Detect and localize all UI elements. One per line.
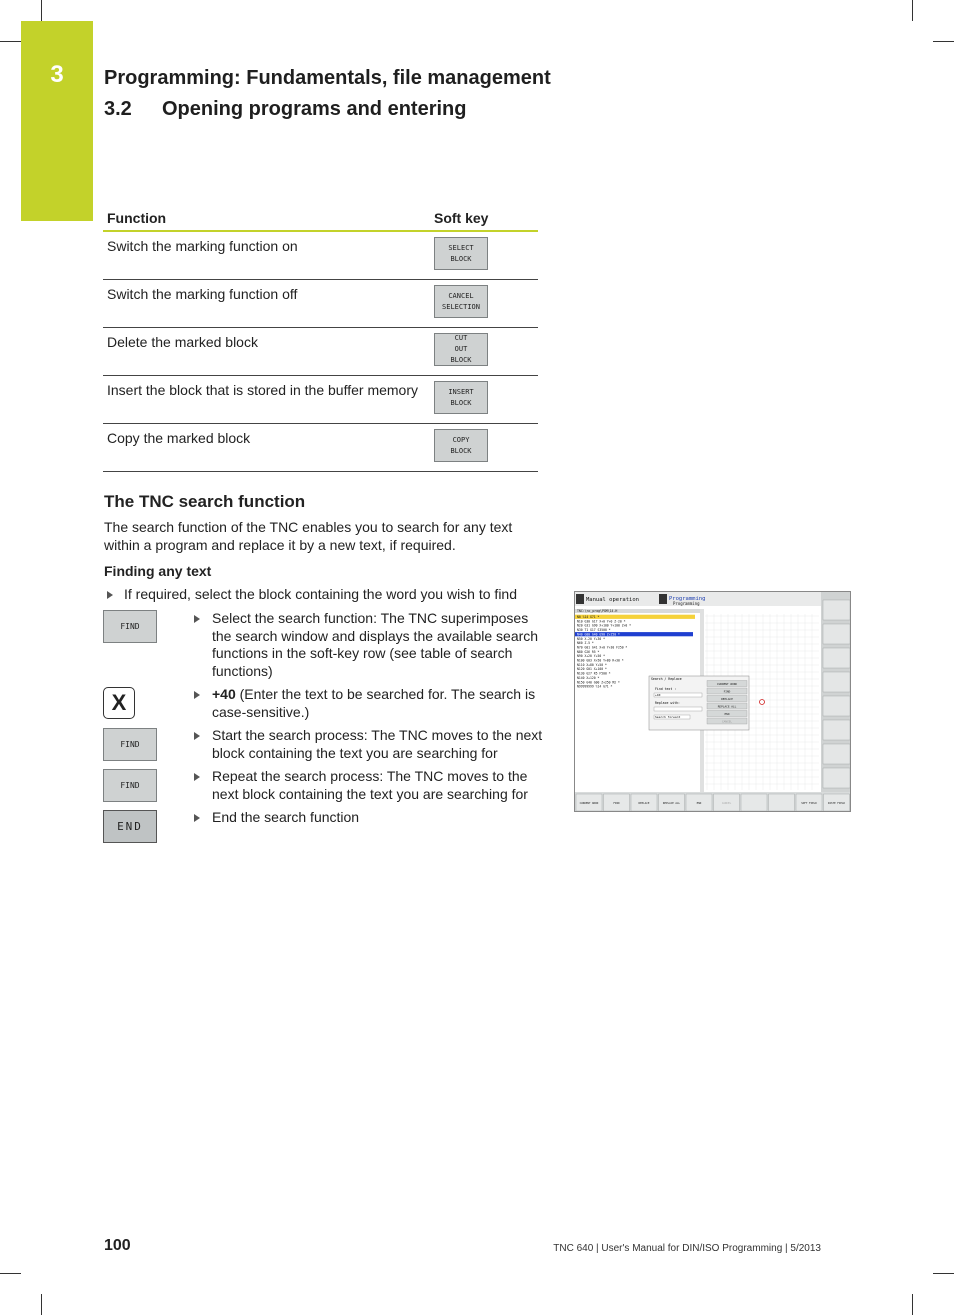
softkey-button[interactable] xyxy=(434,333,488,366)
search-subheading: Finding any text xyxy=(104,563,212,579)
table-header-row xyxy=(103,207,538,231)
step-end-search: End the search function xyxy=(212,809,360,825)
crop-mark xyxy=(0,1273,21,1274)
step-enter-text xyxy=(212,686,546,721)
dialog-title: Search / Replace xyxy=(651,677,682,681)
function-cell: Switch the marking function off xyxy=(103,280,430,328)
horizontal-softkey[interactable] xyxy=(741,794,767,811)
tool-position-icon xyxy=(760,700,765,705)
program-line[interactable]: N110 X+80 Y+50 * xyxy=(577,662,607,667)
tnc-screen-svg xyxy=(575,592,851,812)
table-row xyxy=(103,231,538,280)
tnc-screenshot xyxy=(574,591,851,812)
find-softkey[interactable]: FIND xyxy=(103,728,157,761)
softkey-button[interactable] xyxy=(434,429,488,462)
search-dialog xyxy=(649,676,749,730)
dialog-button-label: REPLACE xyxy=(721,697,733,701)
softkey-label-line: OUT xyxy=(454,345,468,353)
softkey-label-line: CANCEL xyxy=(448,291,474,300)
find-input[interactable] xyxy=(654,693,702,697)
mode-right-label: Programming xyxy=(669,596,706,602)
mode-left-label: Manual operation xyxy=(586,597,639,603)
vertical-softkey[interactable] xyxy=(823,744,850,764)
crop-mark xyxy=(0,41,21,42)
step-select-search: Select the search function: The TNC superimposes the search window and displays the available search functions in the soft-key row (see table of search functions) xyxy=(212,610,539,679)
step-start-search: Start the search process: The TNC moves to the next block containing the text you are searching for xyxy=(212,727,543,761)
program-line[interactable]: N80 G26 R5 * xyxy=(577,649,600,654)
step-enter-text-desc: (Enter the text to be searched for. The search is case-sensitive.) xyxy=(212,686,536,720)
function-cell: Delete the marked block xyxy=(103,328,430,376)
horizontal-softkey-label: PASTE FIELD xyxy=(827,802,846,805)
softkey-label-line: BLOCK xyxy=(450,398,472,407)
softkey-cell xyxy=(430,328,538,376)
header-function: Function xyxy=(103,207,430,231)
horizontal-softkey-label: REPLACE xyxy=(638,802,650,805)
horizontal-softkey-label: CANCEL xyxy=(721,802,732,805)
bullet-arrow-icon xyxy=(194,732,200,740)
step-select-block: If required, select the block containing the word you wish to find xyxy=(124,586,517,602)
horizontal-softkey-label: REPLACE ALL xyxy=(662,802,681,805)
softkey-label-line: BLOCK xyxy=(450,254,472,263)
vertical-softkey[interactable] xyxy=(823,648,850,668)
softkey-cell xyxy=(430,424,538,472)
bullet-arrow-icon xyxy=(194,615,200,623)
dialog-button-label: FIND xyxy=(723,689,731,694)
chapter-title: Programming: Fundamentals, file management xyxy=(104,67,551,89)
function-table xyxy=(103,207,538,472)
header-softkey: Soft key xyxy=(430,207,538,231)
vertical-softkey[interactable] xyxy=(823,696,850,716)
chapter-tab xyxy=(21,21,93,221)
find-value: +40 xyxy=(655,693,661,697)
program-line[interactable]: N60 Z-5 * xyxy=(577,641,594,646)
function-cell: Insert the block that is stored in the buffer memory xyxy=(103,376,430,424)
replace-label: Replace with: xyxy=(655,701,680,705)
program-line[interactable]: N50 X-20 Y+30 * xyxy=(577,636,605,641)
page-number: 100 xyxy=(104,1237,131,1254)
table-row xyxy=(103,376,538,424)
program-line[interactable]: N99999999 %14 G71 * xyxy=(577,684,613,689)
crop-mark xyxy=(912,0,913,21)
program-line[interactable]: N30 T1 G17 S3500 * xyxy=(577,628,611,633)
replace-input[interactable] xyxy=(654,707,702,711)
softkey-button[interactable] xyxy=(434,285,488,318)
mode-icon xyxy=(659,594,667,604)
crop-mark xyxy=(41,1294,42,1315)
program-line[interactable]: N10 G30 G17 X+0 Y+0 Z-20 * xyxy=(577,619,626,624)
step-repeat-search: Repeat the search process: The TNC moves to the next block containing the text you are searching for xyxy=(212,768,528,802)
horizontal-softkey-label: CURRENT WORD xyxy=(579,802,599,805)
program-line[interactable]: N100 G03 X+50 Y+80 R+30 * xyxy=(577,658,624,663)
find-softkey[interactable]: FIND xyxy=(103,610,157,643)
end-key[interactable]: END xyxy=(103,810,157,843)
bullet-arrow-icon xyxy=(107,591,113,599)
dialog-button-label: REPLACE ALL xyxy=(717,704,737,709)
horizontal-softkey-label: FIND xyxy=(613,802,620,805)
dialog-button-label: CURRENT WORD xyxy=(716,682,738,686)
softkey-label-line: BLOCK xyxy=(450,356,472,364)
section-number: 3.2 xyxy=(104,98,132,120)
program-line[interactable]: N0 %14 G71 * xyxy=(577,615,600,619)
function-cell: Switch the marking function on xyxy=(103,231,430,280)
table-row xyxy=(103,280,538,328)
vertical-softkey[interactable] xyxy=(823,768,850,788)
softkey-cell xyxy=(430,231,538,280)
program-path: TNC:\nc_prog\PGM\14.H xyxy=(577,609,618,613)
find-label: Find text : xyxy=(655,687,677,691)
bullet-arrow-icon xyxy=(194,814,200,822)
x-axis-key[interactable]: X xyxy=(103,687,135,719)
search-intro: The search function of the TNC enables you to search for any text within a program and replace it by a new text, if required. xyxy=(104,519,513,553)
program-line[interactable]: N40 G00 G40 G90 Z+250 * xyxy=(577,632,620,637)
program-line[interactable]: N150 G40 G00 Z+250 M2 * xyxy=(577,680,620,685)
vertical-softkey[interactable] xyxy=(823,672,850,692)
horizontal-softkey-label: END xyxy=(696,802,702,805)
crop-mark xyxy=(912,1294,913,1315)
table-row xyxy=(103,328,538,376)
direction-value: Search forward xyxy=(655,715,681,719)
crop-mark xyxy=(933,1273,954,1274)
softkey-button[interactable] xyxy=(434,237,488,270)
softkey-label-line: SELECTION xyxy=(442,302,480,311)
softkey-cell xyxy=(430,280,538,328)
chapter-number: 3 xyxy=(50,61,64,88)
function-cell: Copy the marked block xyxy=(103,424,430,472)
section-title: Opening programs and entering xyxy=(162,98,467,120)
horizontal-softkey[interactable] xyxy=(769,794,795,811)
bullet-arrow-icon xyxy=(194,691,200,699)
dialog-button-label: END xyxy=(724,712,730,716)
program-line[interactable]: N70 G01 G41 X+0 Y+30 F250 * xyxy=(577,645,628,650)
vertical-softkey[interactable] xyxy=(823,600,850,620)
search-value: +40 xyxy=(212,686,236,702)
vertical-softkey[interactable] xyxy=(823,624,850,644)
horizontal-softkey-label: SOFT FIELD xyxy=(801,802,817,805)
softkey-cell xyxy=(430,376,538,424)
softkey-label-line: COPY xyxy=(452,435,470,444)
softkey-label-line: SELECT xyxy=(448,243,474,252)
program-line[interactable]: N120 G01 X+100 * xyxy=(577,667,607,672)
footer-text: TNC 640 | User's Manual for DIN/ISO Programming | 5/2013 xyxy=(553,1243,821,1254)
bullet-arrow-icon xyxy=(194,773,200,781)
mode-icon xyxy=(576,594,584,604)
softkey-label-line: BLOCK xyxy=(450,446,472,455)
mode-right-sub: Programming xyxy=(673,601,700,606)
dialog-button-label: CANCEL xyxy=(721,719,733,724)
find-softkey[interactable]: FIND xyxy=(103,769,157,802)
softkey-button[interactable] xyxy=(434,381,488,414)
softkey-label-line: CUT xyxy=(454,334,468,342)
section-heading xyxy=(104,98,466,121)
program-line[interactable]: N130 G27 R5 F500 * xyxy=(577,671,611,676)
program-line[interactable]: N90 X+20 Y+50 * xyxy=(577,654,605,659)
program-line[interactable]: N20 G31 G90 X+100 Y+100 Z+0 * xyxy=(577,623,632,628)
vertical-softkey[interactable] xyxy=(823,720,850,740)
program-line[interactable]: N140 X+120 * xyxy=(577,675,600,680)
table-row xyxy=(103,424,538,472)
crop-mark xyxy=(933,41,954,42)
softkey-label-line: INSERT xyxy=(448,387,474,396)
search-section-title: The TNC search function xyxy=(104,492,306,511)
crop-mark xyxy=(41,0,42,21)
